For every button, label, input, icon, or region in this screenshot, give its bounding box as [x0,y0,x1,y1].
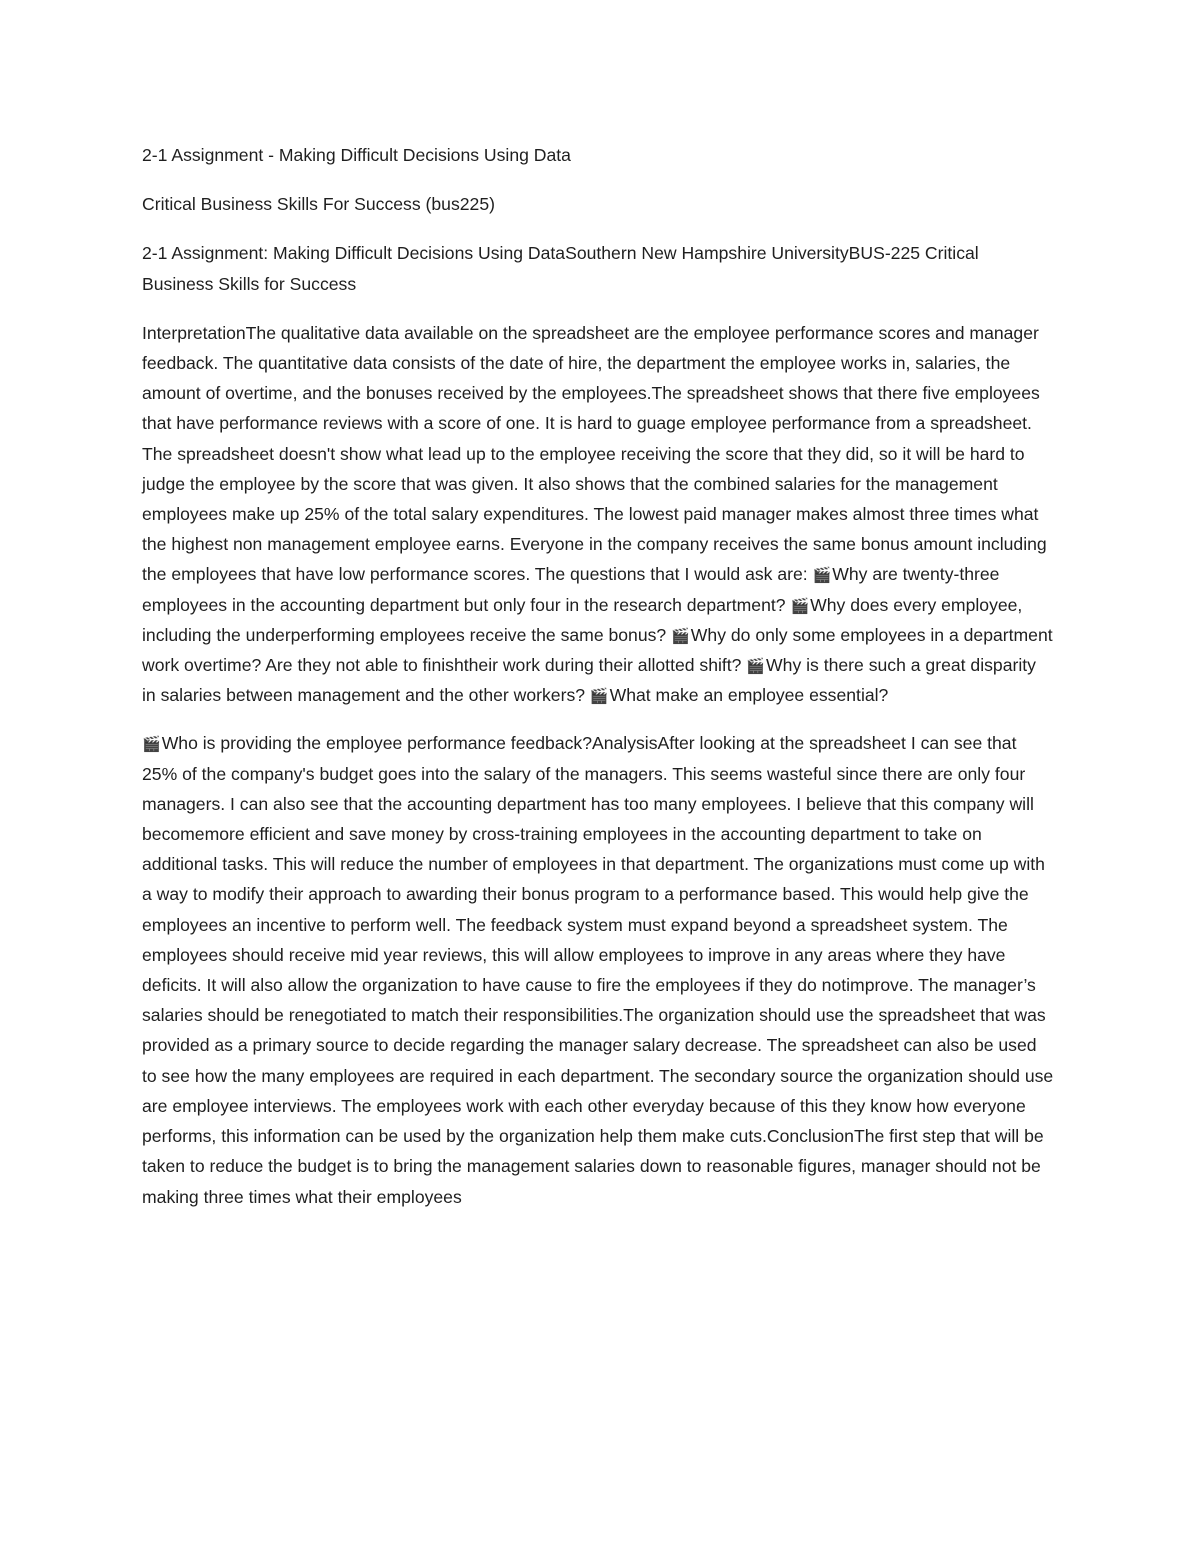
interpretation-text: InterpretationThe qualitative data available on the spreadsheet are the employee performance scores and manager feedback. The quantitative data consists of the date of hire, the department the employee works in, salaries, the amount of overtime, and the bonuses received by the employees.The spreadsheet shows that there five employees that have performance reviews with a score of one. It is hard to guage employee performance from a spreadsheet. The spreadsheet doesn't show what lead up to the employee receiving the score that they did, so it will be hard to judge the employee by the score that was given. It also shows that the combined salaries for the management employees make up 25% of the total salary expenditures. The lowest paid manager makes almost three times what the highest non management employee earns. Everyone in the company receives the same bonus amount including the employees that have low performance scores. The questions that I would ask are: [142,322,1047,585]
document-title: 2-1 Assignment - Making Difficult Decisions Using Data [142,145,571,165]
analysis-text: AnalysisAfter looking at the spreadsheet I can see that 25% of the company's budget goes into the salary of the managers. This seems wasteful since there are only four managers. I can also see that the accounting department has too many employees. I believe that this company will becomemore efficient and save money by cross-training employees in the accounting department to take on additional tasks. This will reduce the number of employees in that department. The organizations must come up with a way to modify their approach to awarding their bonus program to a performance based. This would help give the employees an incentive to perform well. The feedback system must expand beyond a spreadsheet system. The employees should receive mid year reviews, this will allow employees to improve in any areas where they have deficits. It will also allow the organization to have cause to fire the employees if they do notimprove. The manager’s salaries should be renegotiated to match their responsibilities.The organization should use the spreadsheet that was provided as a primary source to decide regarding the manager salary decrease. The spreadsheet can also be used to see how the many employees are required in each department. The secondary source the organization should use are employee interviews. The employees work with each other everyday because of this they know how everyone performs, this information can be used by the organization help them make cuts.ConclusionThe first step that will be taken to reduce the budget is to bring the management salaries down to reasonable figures, manager should not be making three times what their employees [142,733,1054,1207]
assignment-heading: 2-1 Assignment: Making Difficult Decisions Using DataSouthern New Hampshire UniversityBUS-225 Critical Business Skills for Success [142,243,979,294]
question-4: Why is there such a great disparity in salaries between management and the other workers? [142,655,1036,706]
film-clapper-icon: 🎬 [812,567,832,585]
question-2: Why does every employee, including the underperforming employees receive the same bonus? [142,594,1023,645]
film-clapper-icon: 🎬 [671,627,690,645]
film-clapper-icon: 🎬 [142,736,161,754]
interpretation-paragraph [142,318,1054,711]
analysis-paragraph [142,728,1054,1211]
question-1: Why are twenty-three employees in the accounting department but only four in the research department? [142,564,1000,615]
question-6: Who is providing the employee performance feedback? [161,733,592,754]
film-clapper-icon: 🎬 [746,658,766,676]
question-3: Why do only some employees in a department work overtime? Are they not able to finishtheir work during their allotted shift? [142,624,1053,676]
question-5: What make an employee essential? [609,685,889,706]
course-name: Critical Business Skills For Success (bus225) [142,194,495,215]
film-clapper-icon: 🎬 [589,688,609,706]
film-clapper-icon: 🎬 [790,597,810,615]
